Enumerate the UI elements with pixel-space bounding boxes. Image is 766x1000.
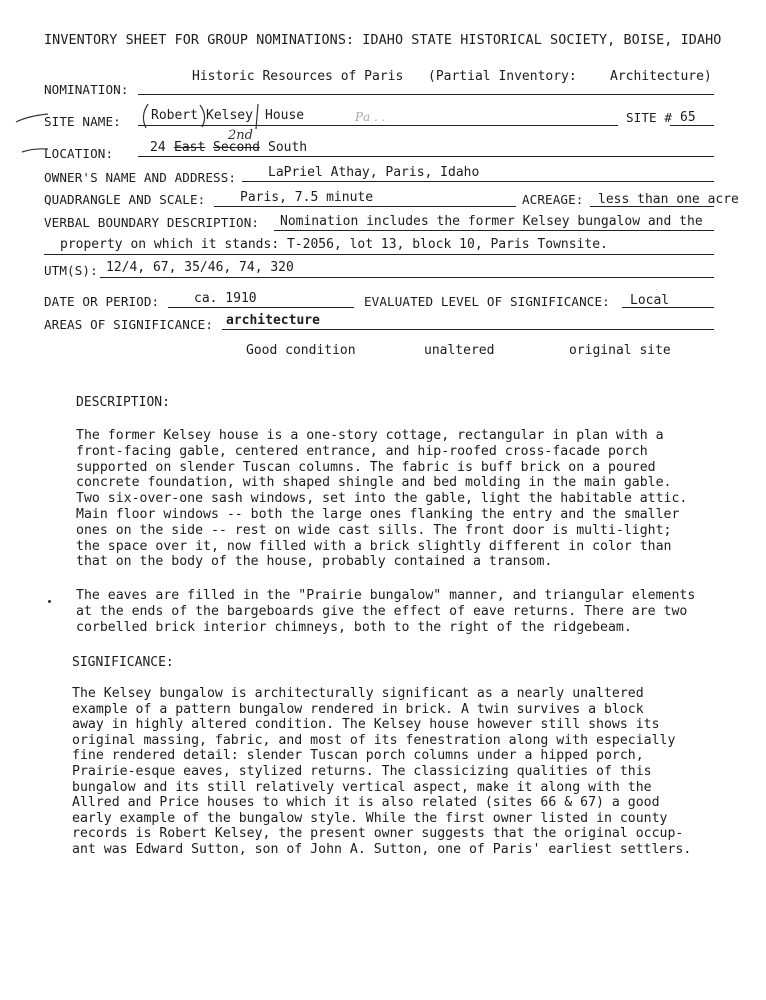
quadrangle-value: Paris, 7.5 minute	[240, 190, 374, 205]
date-value: ca. 1910	[194, 291, 257, 306]
quadrangle-line	[214, 206, 516, 207]
boundary-underline-2	[44, 254, 714, 255]
utm-line	[100, 277, 714, 278]
nomination-architecture: Architecture)	[610, 69, 712, 84]
boundary-line-1: Nomination includes the former Kelsey bungalow and the	[280, 214, 703, 229]
date-line	[168, 307, 354, 308]
evaluated-level-line	[622, 307, 714, 308]
location-label: LOCATION:	[44, 146, 114, 161]
location-handwritten-2nd: 2nd	[228, 128, 253, 143]
condition-unaltered: unaltered	[424, 343, 495, 358]
nomination-line	[138, 94, 714, 95]
significance-paragraph: The Kelsey bungalow is architecturally significant as a nearly unaltered example of a pattern bungalow rendered in brick. A twin survives a block away in highly altered condition. The Kelsey house however still shows its original massing, fabric, and most of its fenestration along with especially fine rendered detail: slender Tuscan porch columns under a hipped porch, Prairie-esque eaves, stylized returns. The classicizing qualities of this bungalow and its still relatively vertical aspect, make it along with the Allred and Price houses to which it is also related (sites 66 & 67) a good early example of the bungalow style. While the first owner listed in county records is Robert Kelsey, the present owner suggests that the original occup- ant was Edward Sutton, son of John A. Sutton, one of Paris' earliest settlers.	[72, 686, 692, 857]
description-paragraph-2: The eaves are filled in the "Prairie bungalow" manner, and triangular elements at the ends of the bargeboards give the effect of eave returns. There are two corbelled brick interior chimneys, both to the right of the ridgebeam.	[76, 588, 696, 635]
site-name-first: Robert	[151, 108, 198, 123]
owner-value: LaPriel Athay, Paris, Idaho	[268, 165, 480, 180]
site-name-line	[138, 125, 618, 126]
boundary-line-2: property on which it stands: T-2056, lot 13, block 10, Paris Townsite.	[60, 237, 608, 252]
form-title: INVENTORY SHEET FOR GROUP NOMINATIONS: IDAHO STATE HISTORICAL SOCIETY, BOISE, IDAHO	[44, 33, 722, 48]
site-number-line	[670, 125, 714, 126]
location-second-struck: Second	[213, 140, 260, 155]
quadrangle-label: QUADRANGLE AND SCALE:	[44, 192, 206, 207]
description-paragraph-1: The former Kelsey house is a one-story cottage, rectangular in plan with a front-facing gable, centered entrance, and hip-roofed cross-facade porch supported on slender Tuscan columns. The fabric is buff brick on a poured concrete foundation, with shaped shingle and bed molding in the main gable. Two six-over-one sash windows, set into the gable, light the habitable attic. Main floor windows -- both the large ones flanking the entry and the smaller ones on the side -- rest on wide cast sills. The front door is multi-light; the space over it, now filled with a brick slightly different in color than that on the body of the house, probably contained a transom.	[76, 428, 688, 570]
areas-line	[222, 329, 714, 330]
owner-line	[242, 181, 714, 182]
nomination-label: NOMINATION:	[44, 82, 129, 97]
date-label: DATE OR PERIOD:	[44, 294, 160, 309]
location-line	[138, 156, 714, 157]
acreage-line	[590, 206, 714, 207]
site-name-label: SITE NAME:	[44, 114, 121, 129]
utm-value: 12/4, 67, 35/46, 74, 320	[106, 260, 294, 275]
description-heading: DESCRIPTION:	[76, 395, 170, 410]
boundary-label: VERBAL BOUNDARY DESCRIPTION:	[44, 215, 260, 230]
location-number: 24	[150, 140, 166, 155]
evaluated-level-label: EVALUATED LEVEL OF SIGNIFICANCE:	[364, 294, 610, 309]
utm-label: UTM(S):	[44, 263, 98, 278]
site-number-value: 65	[680, 110, 696, 125]
areas-label: AREAS OF SIGNIFICANCE:	[44, 317, 214, 332]
site-number-label: SITE #	[626, 110, 673, 125]
site-name-last: House	[265, 108, 305, 123]
site-name-faint-handwriting: Ра . .	[355, 110, 386, 124]
condition-original-site: original site	[569, 343, 671, 358]
site-name-middle: Kelsey	[206, 108, 253, 123]
acreage-label: ACREAGE:	[522, 192, 584, 207]
significance-heading: SIGNIFICANCE:	[72, 655, 174, 670]
location-east-struck: East	[174, 140, 206, 155]
condition-good: Good condition	[246, 343, 356, 358]
nomination-value: Historic Resources of Paris	[192, 69, 404, 84]
acreage-value: less than one acre	[598, 192, 739, 207]
nomination-partial: (Partial Inventory:	[428, 69, 577, 84]
evaluated-level-value: Local	[630, 293, 670, 308]
owner-label: OWNER'S NAME AND ADDRESS:	[44, 170, 237, 185]
margin-dot	[48, 600, 51, 603]
boundary-underline-1	[274, 230, 714, 231]
areas-value: architecture	[226, 313, 320, 328]
location-south: South	[268, 140, 308, 155]
